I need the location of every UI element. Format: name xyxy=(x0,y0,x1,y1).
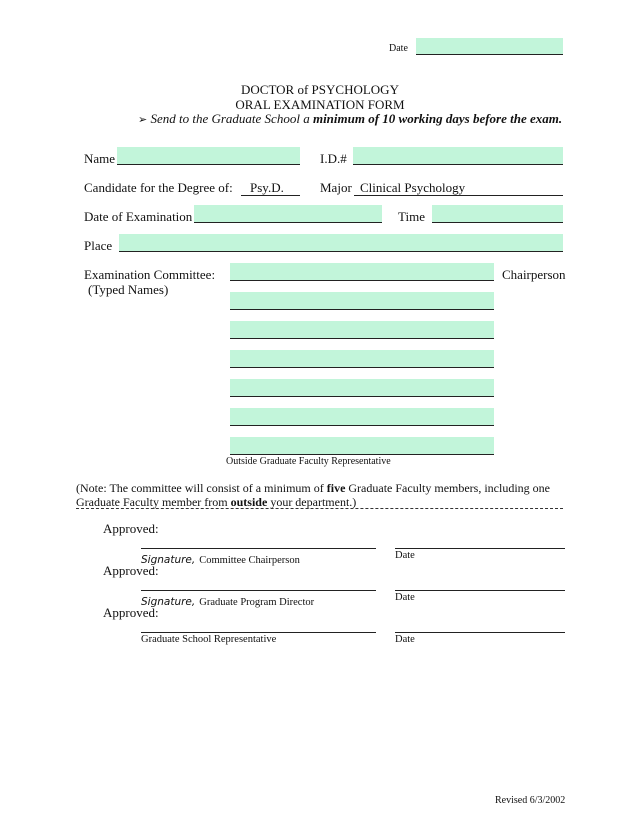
date-line-1[interactable] xyxy=(395,536,565,549)
committee-member-field-5[interactable] xyxy=(230,408,494,426)
degree-value: Psy.D. xyxy=(250,180,284,195)
place-field[interactable] xyxy=(119,234,563,252)
signature-line-3[interactable] xyxy=(141,620,376,633)
note-bold-five: five xyxy=(326,481,346,495)
approval-date-label-2: Date xyxy=(395,592,415,603)
chairperson-label: Chairperson xyxy=(502,267,566,282)
date-label: Date xyxy=(389,43,408,54)
instruction xyxy=(138,111,562,127)
degree-label: Candidate for the Degree of: xyxy=(84,180,233,195)
signature-role-2: Graduate Program Director xyxy=(199,597,315,608)
committee-sublabel: (Typed Names) xyxy=(88,282,169,297)
dashed-divider xyxy=(76,508,563,509)
instruction-bold: minimum of 10 working days before the exam. xyxy=(312,111,563,126)
committee-member-field-3[interactable] xyxy=(230,350,494,368)
time-label: Time xyxy=(398,209,425,224)
committee-member-field-4[interactable] xyxy=(230,379,494,397)
name-field[interactable] xyxy=(117,147,300,165)
date-line-3[interactable] xyxy=(395,620,565,633)
approved-label-2: Approved: xyxy=(103,563,159,578)
note-text-2: Graduate Faculty members, including one xyxy=(345,481,550,495)
approved-label-1: Approved: xyxy=(103,521,159,536)
signature-word-1: Signature, xyxy=(141,554,196,566)
signature-caption-1 xyxy=(141,550,300,568)
signature-caption-2 xyxy=(141,592,314,610)
place-label: Place xyxy=(84,238,113,253)
id-field[interactable] xyxy=(353,147,563,165)
title-line-2: ORAL EXAMINATION FORM xyxy=(235,97,405,112)
revised-date: Revised 6/3/2002 xyxy=(495,795,566,806)
date-field[interactable] xyxy=(416,38,563,55)
date-line-2[interactable] xyxy=(395,578,565,591)
committee-note xyxy=(76,481,576,509)
outside-rep-label: Outside Graduate Faculty Representative xyxy=(226,456,391,467)
id-label: I.D.# xyxy=(320,151,347,166)
note-bold-outside: outside xyxy=(230,495,268,509)
exam-date-label: Date of Examination xyxy=(84,209,193,224)
major-label: Major xyxy=(320,180,352,195)
committee-member-field-2[interactable] xyxy=(230,321,494,339)
committee-label: Examination Committee: xyxy=(84,267,216,282)
name-label: Name xyxy=(84,151,116,166)
approval-date-label-1: Date xyxy=(395,550,415,561)
major-value: Clinical Psychology xyxy=(360,180,466,195)
signature-role-3: Graduate School Representative xyxy=(141,634,277,645)
approved-label-3: Approved: xyxy=(103,605,159,620)
note-text-1: (Note: The committee will consist of a minimum of xyxy=(76,481,327,495)
outside-rep-field[interactable] xyxy=(230,437,494,455)
note-text-4: your department.) xyxy=(267,495,357,509)
signature-role-1: Committee Chairperson xyxy=(199,555,300,566)
note-text-3: Graduate Faculty member from xyxy=(76,495,231,509)
arrow-bullet-icon: ➢ xyxy=(138,113,148,126)
signature-word-2: Signature, xyxy=(141,596,196,608)
signature-line-2[interactable] xyxy=(141,578,376,591)
exam-date-field[interactable] xyxy=(194,205,382,223)
approval-date-label-3: Date xyxy=(395,634,415,645)
committee-chair-field[interactable] xyxy=(230,263,494,281)
title-line-1: DOCTOR of PSYCHOLOGY xyxy=(241,82,399,97)
committee-member-field-1[interactable] xyxy=(230,292,494,310)
time-field[interactable] xyxy=(432,205,563,223)
signature-line-1[interactable] xyxy=(141,536,376,549)
instruction-text: Send to the Graduate School a xyxy=(150,111,313,126)
